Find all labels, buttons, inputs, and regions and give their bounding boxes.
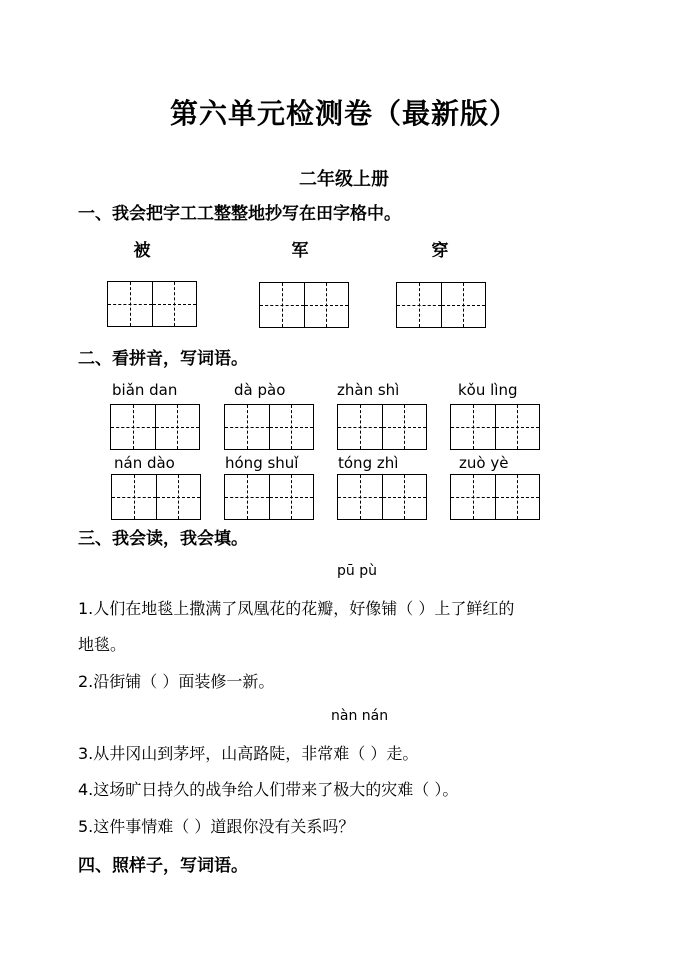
tianzige-grid[interactable]	[450, 474, 540, 520]
tianzige-grid[interactable]	[107, 281, 197, 327]
question-3: 3.从井冈山到茅坪，山高路陡，非常难（ ）走。	[78, 744, 419, 763]
page-title: 第六单元检测卷（最新版）	[169, 97, 518, 130]
tianzige-cell[interactable]	[383, 405, 427, 449]
section2-heading: 二、看拼音，写词语。	[78, 349, 248, 369]
copy-char-2: 军	[291, 241, 309, 261]
tianzige-cell[interactable]	[157, 475, 201, 519]
tianzige-cell[interactable]	[270, 405, 314, 449]
question-5: 5.这件事情难（ ）道跟你没有关系吗？	[78, 817, 355, 836]
page-subtitle: 二年级上册	[299, 169, 389, 190]
tianzige-cell[interactable]	[338, 405, 383, 449]
question-1-line1: 1.人们在地毯上撒满了凤凰花的花瓣，好像铺（ ）上了鲜红的	[78, 599, 515, 618]
tianzige-cell[interactable]	[225, 405, 270, 449]
section1-heading: 一、我会把字工工整整地抄写在田字格中。	[78, 204, 401, 224]
tianzige-cell[interactable]	[111, 405, 156, 449]
tianzige-grid[interactable]	[224, 474, 314, 520]
question-2: 2.沿街铺（ ）面装修一新。	[78, 672, 275, 691]
pinyin-label: biǎn dan	[112, 381, 178, 399]
copy-char-1: 被	[133, 241, 151, 261]
copy-char-3: 穿	[431, 241, 449, 261]
tianzige-grid[interactable]	[259, 282, 349, 328]
tianzige-cell[interactable]	[496, 405, 540, 449]
tianzige-cell[interactable]	[225, 475, 270, 519]
tianzige-grid[interactable]	[337, 474, 427, 520]
pinyin-label: zuò yè	[459, 454, 509, 472]
section4-heading: 四、照样子，写词语。	[78, 856, 248, 876]
tianzige-cell[interactable]	[153, 282, 197, 326]
tianzige-cell[interactable]	[451, 405, 496, 449]
pinyin-hint: nàn nán	[331, 708, 389, 724]
pinyin-label: hóng shuǐ	[225, 454, 299, 472]
pinyin-label: dà pào	[234, 381, 286, 399]
tianzige-cell[interactable]	[108, 282, 153, 326]
tianzige-grid[interactable]	[224, 404, 314, 450]
pinyin-label: nán dào	[114, 454, 175, 472]
tianzige-cell[interactable]	[260, 283, 305, 327]
tianzige-cell[interactable]	[156, 405, 200, 449]
pinyin-label: kǒu lìng	[458, 381, 518, 399]
section3-heading: 三、我会读，我会填。	[78, 529, 248, 549]
question-1-line2: 地毯。	[78, 635, 127, 654]
tianzige-cell[interactable]	[112, 475, 157, 519]
tianzige-cell[interactable]	[305, 283, 349, 327]
tianzige-cell[interactable]	[338, 475, 383, 519]
tianzige-grid[interactable]	[111, 474, 201, 520]
tianzige-cell[interactable]	[270, 475, 314, 519]
question-4: 4.这场旷日持久的战争给人们带来了极大的灾难（ ）。	[78, 780, 459, 799]
pinyin-label: zhàn shì	[337, 381, 400, 399]
tianzige-grid[interactable]	[450, 404, 540, 450]
tianzige-cell[interactable]	[451, 475, 496, 519]
tianzige-grid[interactable]	[337, 404, 427, 450]
pinyin-label: tóng zhì	[338, 454, 399, 472]
tianzige-cell[interactable]	[397, 283, 442, 327]
tianzige-grid[interactable]	[396, 282, 486, 328]
tianzige-grid[interactable]	[110, 404, 200, 450]
tianzige-cell[interactable]	[442, 283, 486, 327]
tianzige-cell[interactable]	[383, 475, 427, 519]
pinyin-hint: pū pù	[337, 563, 377, 579]
tianzige-cell[interactable]	[496, 475, 540, 519]
